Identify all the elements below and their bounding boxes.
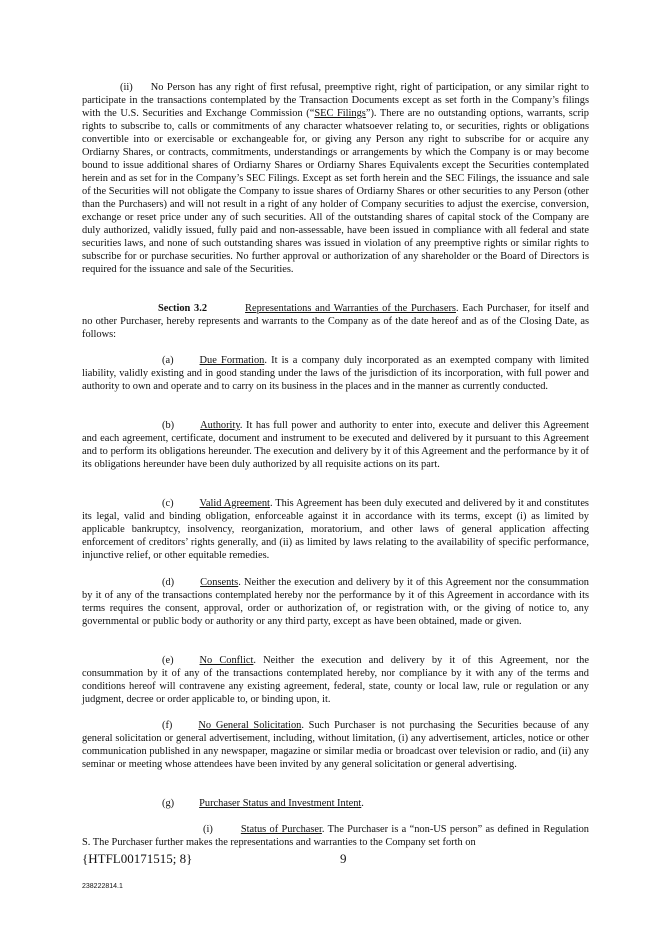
clause-b: (b) Authority. It has full power and authority to enter into, execute and deliver this Agreement and each agreement, certificate, document and instrument to be executed and delivered by it pursuant to this Agreement and to perform its obligations hereunder. The execution and delivery by it of this Agreement and the performance by it of its obligations hereunder have been duly authorized by all requisite actions on its part.	[82, 420, 589, 470]
page-number: 9	[340, 851, 347, 866]
clause-g: (g) Purchaser Status and Investment Intent.	[162, 798, 364, 809]
clause-c: (c) Valid Agreement. This Agreement has been duly executed and delivered by it and constitutes its legal, valid and binding obligation, enforceable against it in accordance with its terms, except (i) as limited by applicable bankruptcy, insolvency, reorganization, moratorium, and other laws of general application affecting enforcement of creditors’ rights generally, and (ii) as limited by laws relating to the availability of specific performance, injunctive relief, or other equitable remedies.	[82, 498, 589, 561]
clause-title: Valid Agreement	[199, 498, 270, 509]
clause-number: (a)	[162, 355, 174, 366]
clause-g-i: (i) Status of Purchaser. The Purchaser is a “non-US person” as defined in Regulation S. The Purchaser further makes the representations and warranties to the Company set forth on	[82, 824, 589, 848]
clause-title: No General Solicitation	[198, 720, 302, 731]
document-number: 238222814.1	[82, 883, 123, 890]
clause-a: (a) Due Formation. It is a company duly incorporated as an exempted company with limited liability, validly existing and in good standing under the laws of the jurisdiction of its incorporation, with full power and authority to own and operate and to carry on its business in the places and in the manner as currently conducted.	[82, 355, 590, 392]
clause-number: (i)	[203, 824, 213, 835]
sec-filings-term: SEC Filings	[314, 108, 366, 119]
clause-number: (b)	[162, 420, 175, 431]
footer-doc-id: {HTFL00171515; 8}	[82, 851, 193, 866]
clause-number: (g)	[162, 798, 175, 809]
clause-d: (d) Consents. Neither the execution and delivery by it of this Agreement nor the consummation by it of any of the transactions contemplated hereby nor the performance by it of this Agreement in accordance with its terms requires the consent, approval, order or authorization of, or registration with, or the giving of notice to, any governmental or public body or authority or any third party, except as have been obtained, made or given.	[82, 577, 589, 627]
clause-number: (d)	[162, 577, 175, 588]
section-title: Representations and Warranties of the Purchasers	[245, 303, 456, 314]
clause-e: (e) No Conflict. Neither the execution and delivery by it of this Agreement, nor the consummation by it of any of the transactions contemplated hereby, nor compliance by it with any of the terms and conditions hereof will contravene any existing agreement, federal, state, county or local law, rule or regulation or any judgment, decree or order applicable to, or binding upon, it.	[82, 655, 589, 705]
section-label: Section 3.2	[158, 303, 208, 314]
paragraph-ii: (ii) No Person has any right of first refusal, preemptive right, right of participation, or any similar right to participate in the transactions contemplated by the Transaction Documents except as set forth in the Company’s filings with the U.S. Securities and Exchange Commission (“SEC Filings”). There are no outstanding options, warrants, scrip rights to subscribe to, calls or commitments of any character whatsoever relating to, or securities, rights or obligations convertible into or exercisable or exchangeable for, or giving any Person any right to subscribe for or acquire any Ordiarny Shares, or contracts, commitments, understandings or arrangements by which the Company is or may become bound to issue additional shares of Ordiarny Shares or Ordiarny Shares Equivalents except the Securities contemplated herein and as set for in the Company’s SEC Filings. Except as set forth herein and the SEC Filings, the issuance and sale of the Securities will not obligate the Company to issue shares of Ordiarny Shares or other securities to any Person (other than the Purchasers) and will not result in a right of any holder of Company securities to adjust the exercise, conversion, exchange or reset price under any of such securities. All of the outstanding shares of capital stock of the Company are duly authorized, validly issued, fully paid and non-assessable, have been issued in compliance with all federal and state securities laws, and none of such outstanding shares was issued in violation of any preemptive rights or similar rights to subscribe for or purchase securities. No further approval or authorization of any shareholder or the Board of Directors is required for the issuance and sale of the Securities.	[82, 82, 589, 275]
clause-number: (e)	[162, 655, 174, 666]
clause-number: (f)	[162, 720, 173, 731]
clause-number: (ii)	[120, 82, 133, 93]
clause-title: Consents	[200, 577, 239, 588]
clause-title: Due Formation	[199, 355, 265, 366]
clause-f: (f) No General Solicitation. Such Purchaser is not purchasing the Securities because of any general solicitation or general advertisement, including, without limitation, (i) any advertisement, articles, notice or other communication published in any newspaper, magazine or similar media or broadcast over television or radio, and (ii) any seminar or meeting whose attendees have been invited by any general solicitation or general advertising.	[82, 720, 589, 770]
section-3-2: Section 3.2 Representations and Warranties of the Purchasers. Each Purchaser, for itself and no other Purchaser, hereby represents and warrants to the Company as of the date hereof and as of the Closing Date, as follows:	[82, 303, 589, 340]
clause-title: Status of Purchaser	[240, 824, 322, 835]
clause-number: (c)	[162, 498, 174, 509]
clause-title: No Conflict	[199, 655, 254, 666]
clause-title: Purchaser Status and Investment Intent	[199, 798, 362, 809]
clause-title: Authority	[200, 420, 240, 431]
